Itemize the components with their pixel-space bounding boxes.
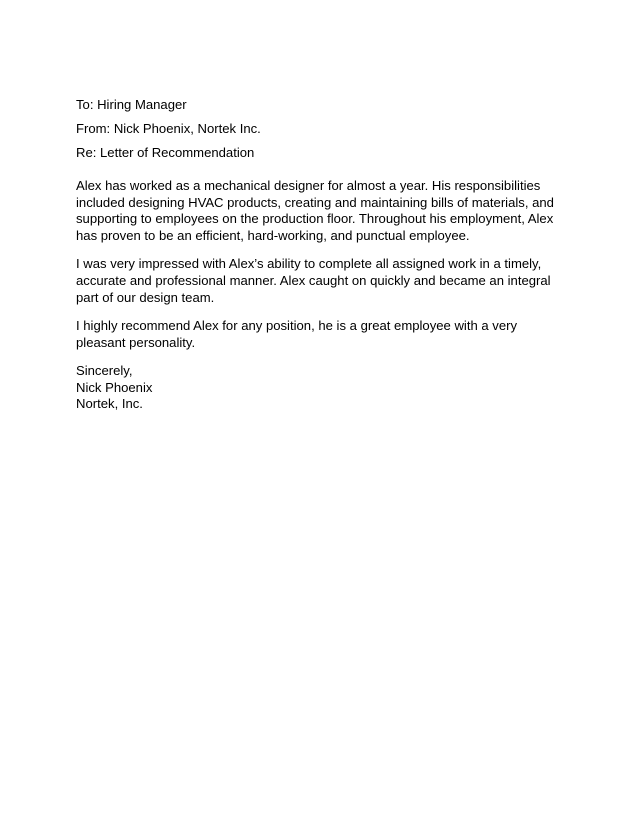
from-line: From: Nick Phoenix, Nortek Inc. xyxy=(76,121,261,136)
body-paragraph-3: I highly recommend Alex for any position, he is a great employee with a very pleasant personality. xyxy=(76,318,518,350)
signer-company: Nortek, Inc. xyxy=(76,395,143,411)
signer-name: Nick Phoenix xyxy=(76,379,153,395)
body-paragraph-2: I was very impressed with Alex’s ability to complete all assigned work in a timely, accurate and professional manner. Alex caught on quickly and became an integral part of our design team. xyxy=(76,256,551,305)
valediction: Sincerely, xyxy=(76,363,133,379)
subject-line: Re: Letter of Recommendation xyxy=(76,145,255,160)
recommendation-letter xyxy=(76,97,566,412)
body-paragraph-1: Alex has worked as a mechanical designer for almost a year. His responsibilities included designing HVAC products, creating and maintaining bills of materials, and supporting to employees on the production floor. Throughout his employment, Alex has proven to be an efficient, hard-working, and punctual employee. xyxy=(76,178,554,243)
to-line: To: Hiring Manager xyxy=(76,97,187,112)
